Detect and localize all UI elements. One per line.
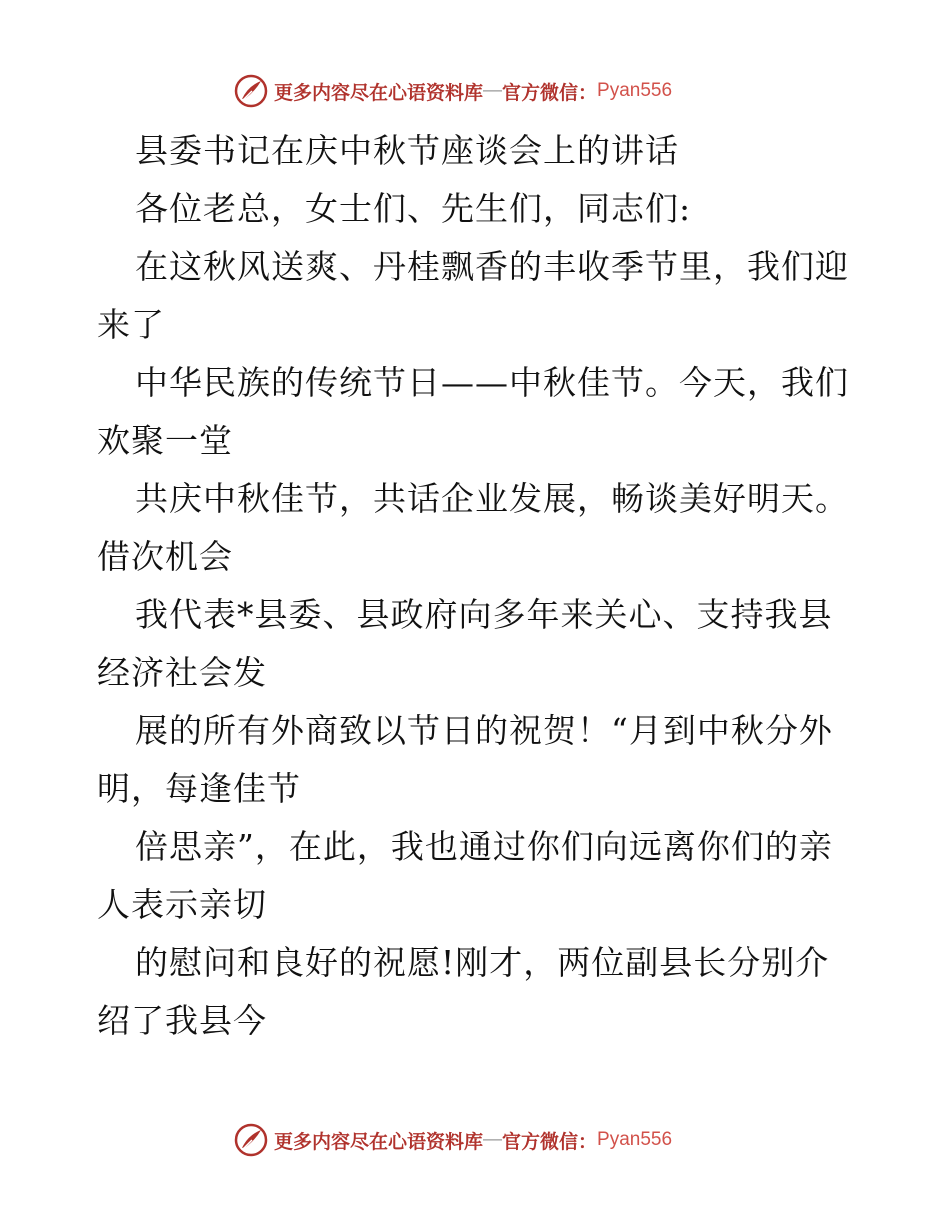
quill-logo-icon [234,74,268,108]
watermark-brand: 更多内容尽在心语资料库 [274,82,484,104]
document-body [97,122,857,1050]
text-line: 共庆中秋佳节，共话企业发展，畅谈美好明天。 [135,479,849,518]
watermark-separator: — [483,80,503,101]
watermark-account: Pyan556 [597,1129,673,1150]
watermark-account: Pyan556 [597,80,673,101]
header-watermark [234,71,672,111]
text-line: 借次机会 [97,537,233,576]
watermark-brand: 更多内容尽在心语资料库 [274,1131,484,1153]
text-line: 明，每逢佳节 [97,769,301,808]
text-line: 经济社会发 [97,653,267,692]
quill-logo-icon [234,1123,268,1157]
text-line: 展的所有外商致以节日的祝贺！“月到中秋分外 [135,711,833,750]
text-line: 绍了我县今 [97,1001,267,1040]
text-line: 各位老总，女士们、先生们，同志们: [135,189,692,228]
text-line: 来了 [97,305,165,344]
text-line: 欢聚一堂 [97,421,233,460]
watermark-separator: — [483,1129,503,1150]
watermark-official: 官方微信： [502,1131,598,1153]
footer-watermark [234,1120,672,1160]
text-line: 县委书记在庆中秋节座谈会上的讲话 [135,131,679,170]
watermark-official: 官方微信： [502,82,598,104]
text-line: 我代表*县委、县政府向多年来关心、支持我县 [135,595,833,634]
text-line: 中华民族的传统节日——中秋佳节。今天，我们 [135,363,849,402]
text-line: 倍思亲”，在此，我也通过你们向远离你们的亲 [135,827,833,866]
text-line: 人表示亲切 [97,885,267,924]
text-line: 在这秋风送爽、丹桂飘香的丰收季节里，我们迎 [135,247,849,286]
text-line: 的慰问和良好的祝愿!刚才，两位副县长分别介 [135,943,830,982]
